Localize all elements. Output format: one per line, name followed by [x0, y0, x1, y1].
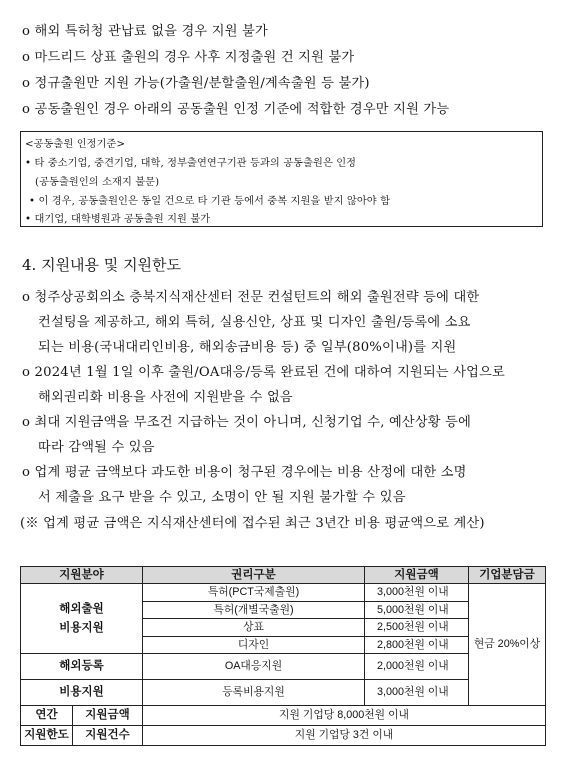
table-row [21, 584, 546, 601]
support-table [20, 566, 546, 746]
header-company-copay: 기업분담금 [469, 567, 546, 584]
criteria-line-2: (공동출원인의 소재지 불문) [35, 177, 160, 188]
table-row [21, 654, 546, 680]
copay-cell: 현금 20%이상 [469, 584, 546, 705]
intro-line-2: o 마드리드 상표 출원의 경우 사후 지정출원 건 지원 불가 [22, 50, 355, 65]
section4-line-1: o 청주상공회의소 충북지식재산센터 전문 컨설턴트의 해외 출원전략 등에 대한 [22, 290, 480, 305]
right-type-cell: 상표 [143, 619, 365, 636]
category-overseas-filing-line1: 해외출원 [59, 602, 104, 615]
right-type-cell: 디자인 [143, 636, 365, 653]
table-header-row [21, 567, 546, 584]
section4-line-2: 컨설팅을 제공하고, 해외 특허, 실용신안, 상표 및 디자인 출원/등록에 소요 [38, 315, 471, 330]
amount-cell: 5,000천원 이내 [365, 601, 469, 618]
section4-note: (※ 업계 평균 금액은 지식재산센터에 접수된 최근 3년간 비용 평균액으로 계산) [20, 516, 485, 531]
criteria-title: <공동출원 인정기준> [25, 139, 126, 150]
category-overseas-filing-line2: 비용지원 [59, 621, 104, 634]
right-type-cell: 등록비용지원 [143, 679, 365, 705]
amount-cell: 2,500천원 이내 [365, 619, 469, 636]
table-row [21, 705, 546, 725]
section4-line-4: o 2024년 1월 1일 이후 출원/OA대응/등록 완료된 건에 대하여 지원되는 사업으로 [22, 365, 505, 380]
annual-amount-label: 지원금액 [73, 705, 143, 725]
criteria-line-1: • 타 중소기업, 중견기업, 대학, 정부출연연구기관 등과의 공동출원은 인정 [25, 158, 357, 169]
criteria-line-3: • 이 경우, 공동출원인은 동일 건으로 타 기관 등에서 중복 지원을 받지 않아야 함 [29, 196, 391, 207]
annual-limit-label-line2: 지원한도 [21, 725, 73, 745]
header-support-amount: 지원금액 [365, 567, 469, 584]
category-overseas-registration-line2: 비용지원 [21, 679, 143, 705]
section4-line-9: 서 제출을 요구 받을 수 있고, 소명이 안 될 지원 불가할 수 있음 [38, 490, 406, 505]
section4-line-5: 해외권리화 비용을 사전에 지원받을 수 없음 [38, 390, 293, 405]
intro-line-4: o 공동출원인 경우 아래의 공동출원 인정 기준에 적합한 경우만 지원 가능 [22, 102, 450, 117]
joint-filing-criteria-box [20, 131, 543, 227]
annual-amount-value: 지원 기업당 8,000천원 이내 [143, 705, 546, 725]
right-type-cell: 특허(PCT국제출원) [143, 584, 365, 601]
header-right-type: 권리구분 [143, 567, 365, 584]
section4-line-3: 되는 비용(국내대리인비용, 해외송금비용 등) 중 일부(80%이내)를 지원 [38, 340, 457, 355]
intro-line-3: o 정규출원만 지원 가능(가출원/분할출원/계속출원 등 불가) [22, 76, 370, 91]
right-type-cell: 특허(개별국출원) [143, 601, 365, 618]
table-row [21, 679, 546, 705]
section-4-heading: 4. 지원내용 및 지원한도 [22, 256, 182, 274]
amount-cell: 3,000천원 이내 [365, 584, 469, 601]
annual-count-value: 지원 기업당 3건 이내 [143, 725, 546, 745]
section4-line-6: o 최대 지원금액을 무조건 지급하는 것이 아니며, 신청기업 수, 예산상황 등에 [22, 415, 472, 430]
section4-line-8: o 업계 평균 금액보다 과도한 비용이 청구된 경우에는 비용 산정에 대한 소명 [22, 465, 467, 480]
right-type-cell: OA대응지원 [143, 654, 365, 680]
header-support-field: 지원분야 [21, 567, 143, 584]
annual-count-label: 지원건수 [73, 725, 143, 745]
category-overseas-registration-line1: 해외등록 [21, 654, 143, 680]
section4-line-7: 따라 감액될 수 있음 [38, 440, 155, 455]
amount-cell: 2,000천원 이내 [365, 654, 469, 680]
amount-cell: 3,000천원 이내 [365, 679, 469, 705]
intro-line-1: o 해외 특허청 관납료 없을 경우 지원 불가 [22, 24, 268, 39]
criteria-line-4: • 대기업, 대학병원과 공동출원 지원 불가 [25, 214, 211, 225]
annual-limit-label-line1: 연간 [21, 705, 73, 725]
amount-cell: 2,800천원 이내 [365, 636, 469, 653]
table-row [21, 725, 546, 745]
category-overseas-filing [21, 584, 143, 654]
